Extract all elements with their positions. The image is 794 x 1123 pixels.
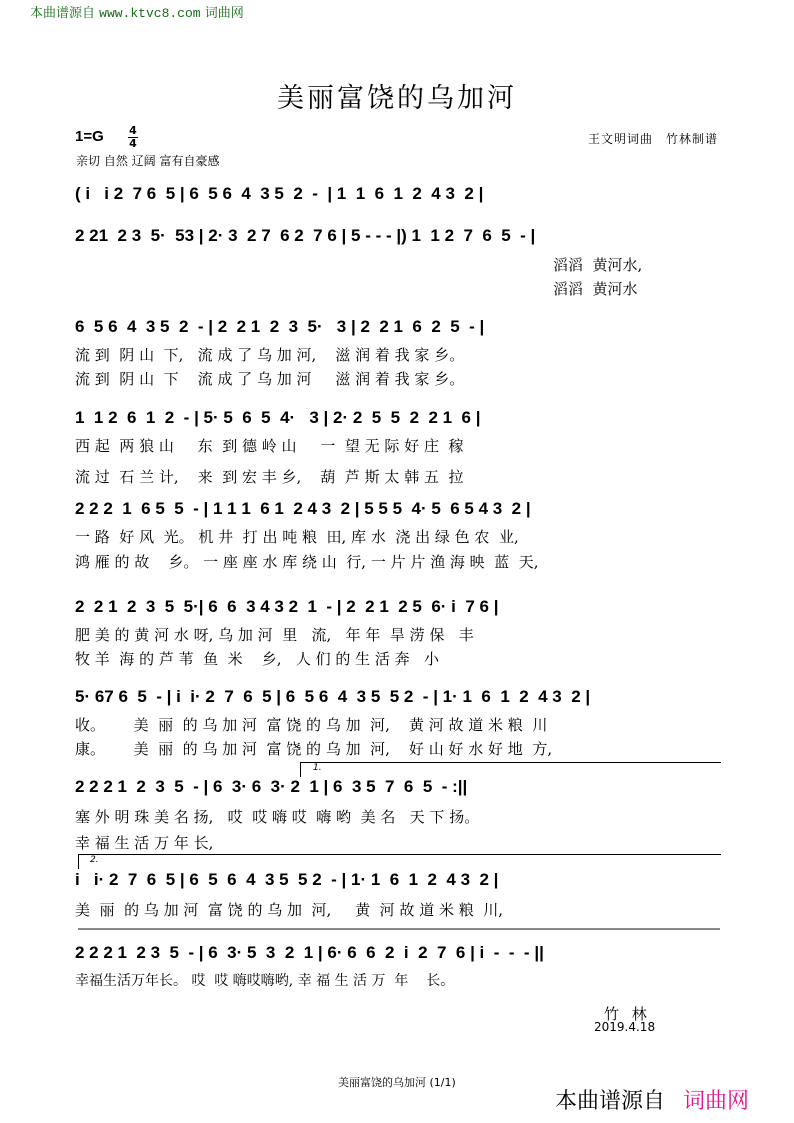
lyrics-verse-2: 流 过 石 兰 计, 来 到 宏 丰 乡, 葫 芦 斯 太 韩 五 拉 (75, 468, 464, 486)
lyrics-verse-2: 康。 美 丽 的 乌 加 河 富 饶 的 乌 加 河, 好 山 好 水 好 地 方, (75, 740, 553, 758)
lyrics-verse-2: 流 到 阴 山 下 流 成 了 乌 加 河 滋 润 着 我 家 乡。 (75, 370, 465, 388)
composer-credits: 王文明词曲 竹林制谱 (587, 132, 718, 146)
song-title: 美丽富饶的乌加河 (277, 83, 517, 114)
notation-line: 6 5 6 4 3 5 2 - | 2 2 1 2 3 5· 3 | 2 2 1 6 2 5 - | (75, 317, 485, 336)
time-signature-top: 4 (129, 124, 137, 137)
notation-line: i i· 2 7 6 5 | 6 5 6 4 3 5 5 2 - | 1· 1 6 1 2 4 3 2 | (75, 870, 499, 889)
notation-line: ( i i 2 7 6 5 | 6 5 6 4 3 5 2 - | 1 1 6 1 2 4 3 2 | (75, 184, 484, 203)
time-signature-bottom: 4 (129, 137, 137, 150)
lyrics-verse-2: 幸 福 生 活 万 年 长, (75, 834, 214, 852)
page-footer: 美丽富饶的乌加河 (1/1) (338, 1076, 456, 1089)
arrangement-date: 2019.4.18 (594, 1020, 656, 1034)
section-divider (78, 928, 720, 930)
source-watermark (30, 2, 244, 21)
watermark-prefix: 本曲谱源自 (30, 6, 96, 21)
brand-prefix: 本曲谱源自 (555, 1089, 666, 1114)
watermark-url[interactable]: www.ktvc8.com (99, 6, 201, 21)
notation-line: 1 1 2 6 1 2 - | 5· 5 6 5 4· 3 | 2· 2 5 5 2 2 1 6 | (75, 408, 481, 427)
volta-2-label: 2. (90, 855, 99, 865)
lyrics-verse-1: 收。 美 丽 的 乌 加 河 富 饶 的 乌 加 河, 黄 河 故 道 米 粮 川 (75, 716, 548, 734)
time-signature (128, 126, 138, 149)
lyrics-verse-1: 美 丽 的 乌 加 河 富 饶 的 乌 加 河, 黄 河 故 道 米 粮 川, (75, 901, 504, 919)
notation-line: 2 2 2 1 2 3 5 - | 6 3· 5 3 2 1 | 6· 6 6 2 i 2 7 6 | i - - - || (75, 943, 544, 962)
tempo-mood: 亲切 自然 辽阔 富有自豪感 (76, 154, 220, 168)
notation-line: 2 2 2 1 2 3 5 - | 6 3· 6 3· 2 1 | 6 3 5 7 6 5 - :|| (75, 777, 468, 796)
lyrics-verse-1: 西 起 两 狼 山 东 到 德 岭 山 一 望 无 际 好 庄 稼 (75, 437, 464, 455)
notation-line: 2 21 2 3 5· 53 | 2· 3 2 7 6 2 7 6 | 5 - - - |) 1 1 2 7 6 5 - | (75, 226, 536, 245)
notation-line: 5· 67 6 5 - | i i· 2 7 6 5 | 6 5 6 4 3 5 5 2 - | 1· 1 6 1 2 4 3 2 | (75, 687, 591, 706)
volta-1-bracket (300, 762, 721, 777)
lyrics-verse-2: 鸿 雁 的 故 乡。 一 座 座 水 库 绕 山 行, 一 片 片 渔 海 映 蓝 天, (75, 553, 539, 571)
lyrics-verse-1: 幸福生活万年长。 哎 哎 嗨哎嗨哟, 幸 福 生 活 万 年 长。 (75, 973, 455, 989)
lyrics-verse-2: 牧 羊 海 的 芦 苇 鱼 米 乡, 人 们 的 生 活 奔 小 (75, 650, 439, 668)
lyrics-verse-1: 塞 外 明 珠 美 名 扬, 哎 哎 嗨 哎 嗨 哟 美 名 天 下 扬。 (75, 808, 480, 826)
notation-line: 2 2 2 1 6 5 5 - | 1 1 1 6 1 2 4 3 2 | 5 5 5 4· 5 6 5 4 3 2 | (75, 499, 531, 518)
arranger-signature: 竹 林 (604, 1005, 651, 1023)
lyrics-verse-1: 流 到 阴 山 下, 流 成 了 乌 加 河, 滋 润 着 我 家 乡。 (75, 346, 465, 364)
notation-line: 2 2 1 2 3 5 5·| 6 6 3 4 3 2 1 - | 2 2 1 2 5 6· i 7 6 | (75, 597, 499, 616)
lyrics-verse-1: 肥 美 的 黄 河 水 呀, 乌 加 河 里 流, 年 年 旱 涝 保 丰 (75, 626, 474, 644)
brand-watermark (555, 1084, 749, 1115)
key-signature: 1=G (75, 128, 104, 145)
volta-1-label: 1. (313, 763, 322, 773)
lyrics-verse-1: 滔滔 黄河水, (553, 256, 643, 274)
brand-site[interactable]: 词曲网 (683, 1089, 750, 1114)
lyrics-verse-1: 一 路 好 风 光。 机 井 打 出 吨 粮 田, 库 水 浇 出 绿 色 农 业, (75, 528, 519, 546)
watermark-suffix: 词曲网 (204, 6, 244, 21)
volta-2-bracket (78, 854, 721, 869)
lyrics-verse-2: 滔滔 黄河水 (553, 280, 638, 298)
